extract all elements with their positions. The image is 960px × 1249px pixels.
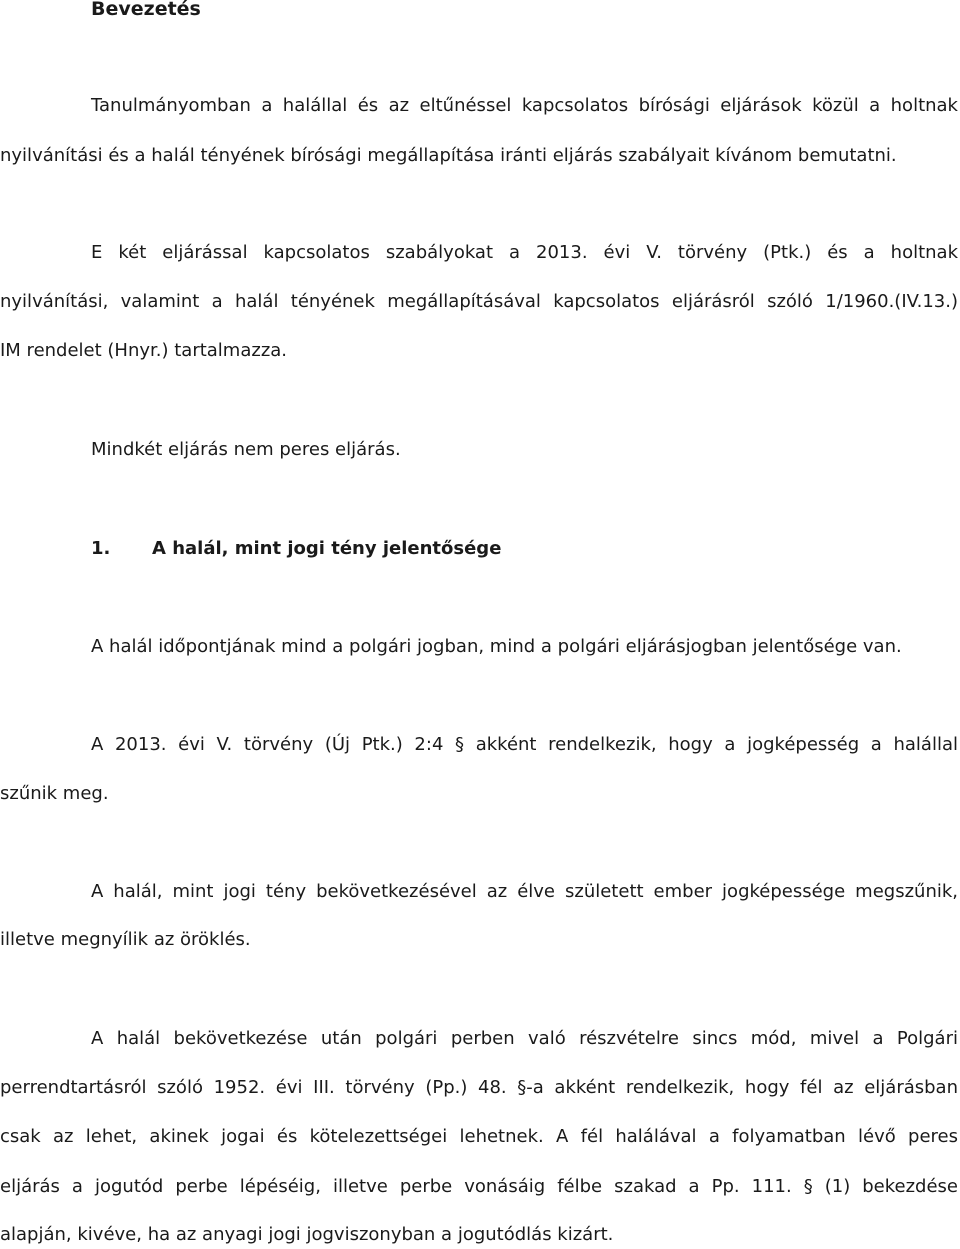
paragraph-inheritance-line-1: A halál, mint jogi tény bekövetkezésével az élve született ember jogképessége megszűnik, bbox=[91, 881, 958, 902]
paragraph-intro-line-1: Tanulmányomban a halállal és az eltűnéssel kapcsolatos bírósági eljárások közül a holtnak bbox=[91, 95, 958, 116]
paragraph-sources-line-3: IM rendelet (Hnyr.) tartalmazza. bbox=[0, 340, 288, 361]
paragraph-time-of-death: A halál időpontjának mind a polgári jogban, mind a polgári eljárásjogban jelentősége van. bbox=[91, 636, 902, 657]
paragraph-civil-procedure-line-3: csak az lehet, akinek jogai és kötelezettségei lehetnek. A fél halálával a folyamatban lévő peres bbox=[0, 1126, 958, 1147]
section-1-number: 1. bbox=[91, 538, 111, 559]
paragraph-sources-line-2: nyilvánítási, valamint a halál tényének megállapításával kapcsolatos eljárásról szóló 1/1960.(IV.13.) bbox=[0, 291, 958, 312]
paragraph-legal-capacity-line-1: A 2013. évi V. törvény (Új Ptk.) 2:4 § akként rendelkezik, hogy a jogképesség a halállal bbox=[91, 734, 958, 755]
paragraph-legal-capacity-line-2: szűnik meg. bbox=[0, 783, 109, 804]
paragraph-civil-procedure-line-1: A halál bekövetkezése után polgári perben való részvételre sincs mód, mivel a Polgári bbox=[91, 1028, 958, 1049]
paragraph-inheritance-line-2: illetve megnyílik az öröklés. bbox=[0, 929, 251, 950]
paragraph-nonlitigious: Mindkét eljárás nem peres eljárás. bbox=[91, 439, 401, 460]
paragraph-sources-line-1: E két eljárással kapcsolatos szabályokat a 2013. évi V. törvény (Ptk.) és a holtnak bbox=[91, 242, 958, 263]
paragraph-intro-line-2: nyilvánítási és a halál tényének bírósági megállapítása iránti eljárás szabályait kívánom bemutatni. bbox=[0, 145, 897, 166]
paragraph-civil-procedure-line-2: perrendtartásról szóló 1952. évi III. törvény (Pp.) 48. §-a akként rendelkezik, hogy fél az eljárásban bbox=[0, 1077, 958, 1098]
paragraph-civil-procedure-line-4: eljárás a jogutód perbe lépéséig, illetve perbe vonásáig félbe szakad a Pp. 111. § (1) bekezdése bbox=[0, 1176, 958, 1197]
section-heading: Bevezetés bbox=[91, 0, 201, 20]
section-1-title: A halál, mint jogi tény jelentősége bbox=[152, 538, 502, 559]
paragraph-civil-procedure-line-5: alapján, kivéve, ha az anyagi jogi jogviszonyban a jogutódlás kizárt. bbox=[0, 1224, 614, 1245]
